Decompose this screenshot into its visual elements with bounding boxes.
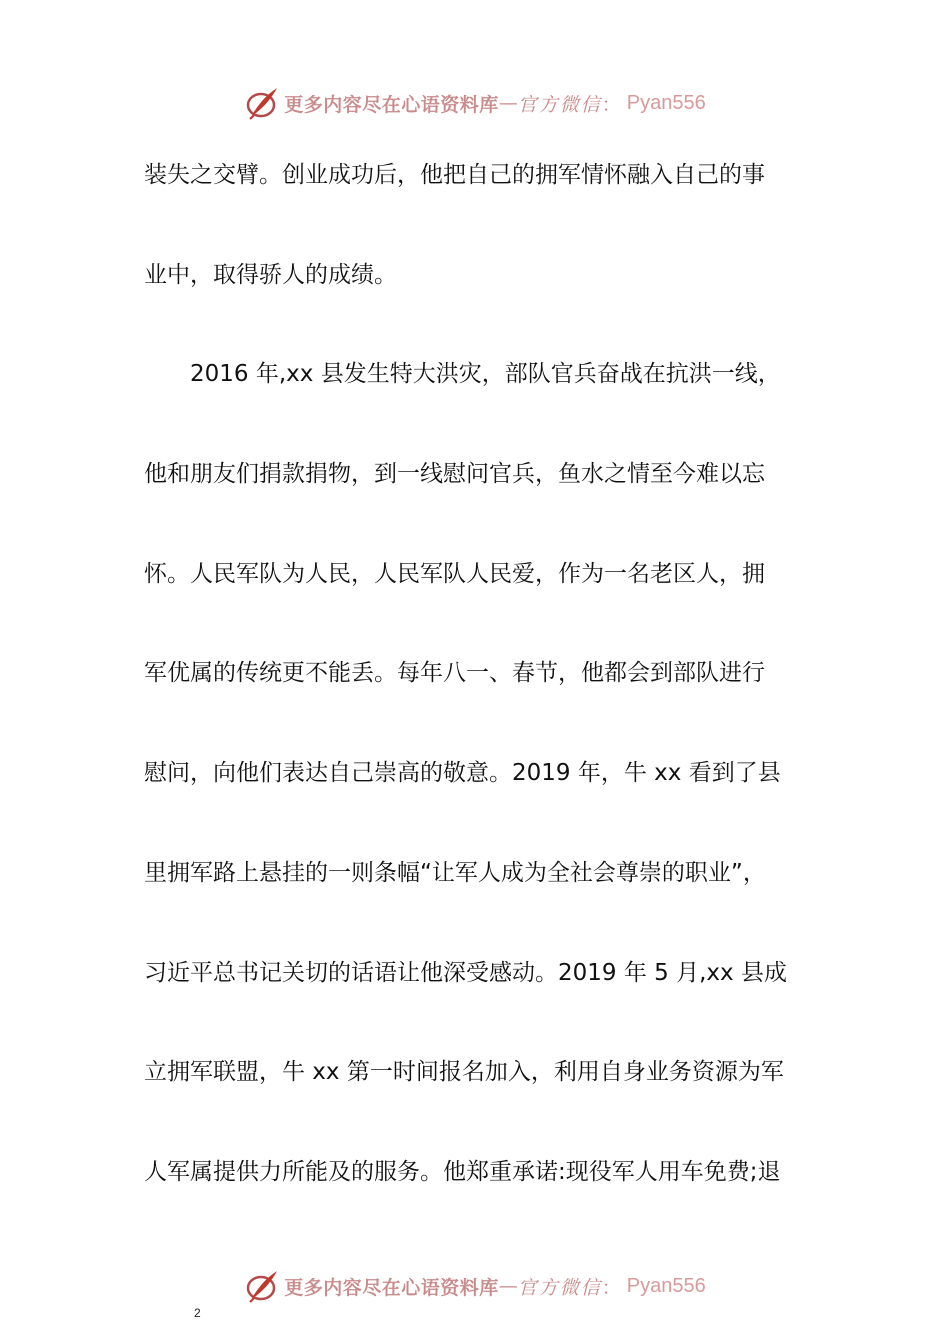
text-line-2: 业中，取得骄人的成绩。 [144, 261, 397, 288]
text-line-3: 2016 年,xx 县发生特大洪灾，部队官兵奋战在抗洪一线， [190, 361, 781, 388]
text-line-11: 人军属提供力所能及的服务。他郑重承诺:现役军人用车免费;退 [144, 1158, 781, 1185]
text-line-9: 习近平总书记关切的话语让他深受感动。2019 年 5 月,xx 县成 [144, 959, 787, 986]
banner-separator: — [498, 1275, 518, 1297]
quill-logo-icon [244, 85, 280, 121]
banner-wechat-id: Pyan556 [626, 1274, 706, 1297]
footer-banner [0, 1266, 950, 1306]
banner-wechat-id: Pyan556 [626, 91, 706, 114]
banner-separator: — [498, 92, 518, 114]
quill-logo-icon [244, 1268, 280, 1304]
banner-wechat-label: 官方微信 [517, 93, 602, 116]
header-banner [0, 83, 950, 123]
text-line-8: 里拥军路上悬挂的一则条幅“让军人成为全社会尊崇的职业”， [144, 859, 766, 886]
text-line-1: 装失之交臂。创业成功后，他把自己的拥军情怀融入自己的事 [144, 162, 765, 188]
text-line-5: 怀。人民军队为人民，人民军队人民爱，作为一名老区人，拥 [144, 560, 765, 587]
banner-colon: ： [601, 1276, 621, 1299]
banner-site-text: 更多内容尽在心语资料库 [284, 93, 499, 116]
text-line-6: 军优属的传统更不能丢。每年八一、春节，他都会到部队进行 [144, 660, 765, 687]
text-line-7: 慰问，向他们表达自己崇高的敬意。2019 年，牛 xx 看到了县 [144, 760, 781, 787]
document-body [144, 150, 808, 1247]
text-line-10: 立拥军联盟，牛 xx 第一时间报名加入，利用自身业务资源为军 [144, 1059, 784, 1086]
banner-wechat-label: 官方微信 [517, 1276, 602, 1299]
page-number: 2 [194, 1306, 201, 1320]
banner-colon: ： [601, 93, 621, 116]
text-line-4: 他和朋友们捐款捐物，到一线慰问官兵，鱼水之情至今难以忘 [144, 461, 765, 488]
banner-site-text: 更多内容尽在心语资料库 [284, 1276, 499, 1299]
